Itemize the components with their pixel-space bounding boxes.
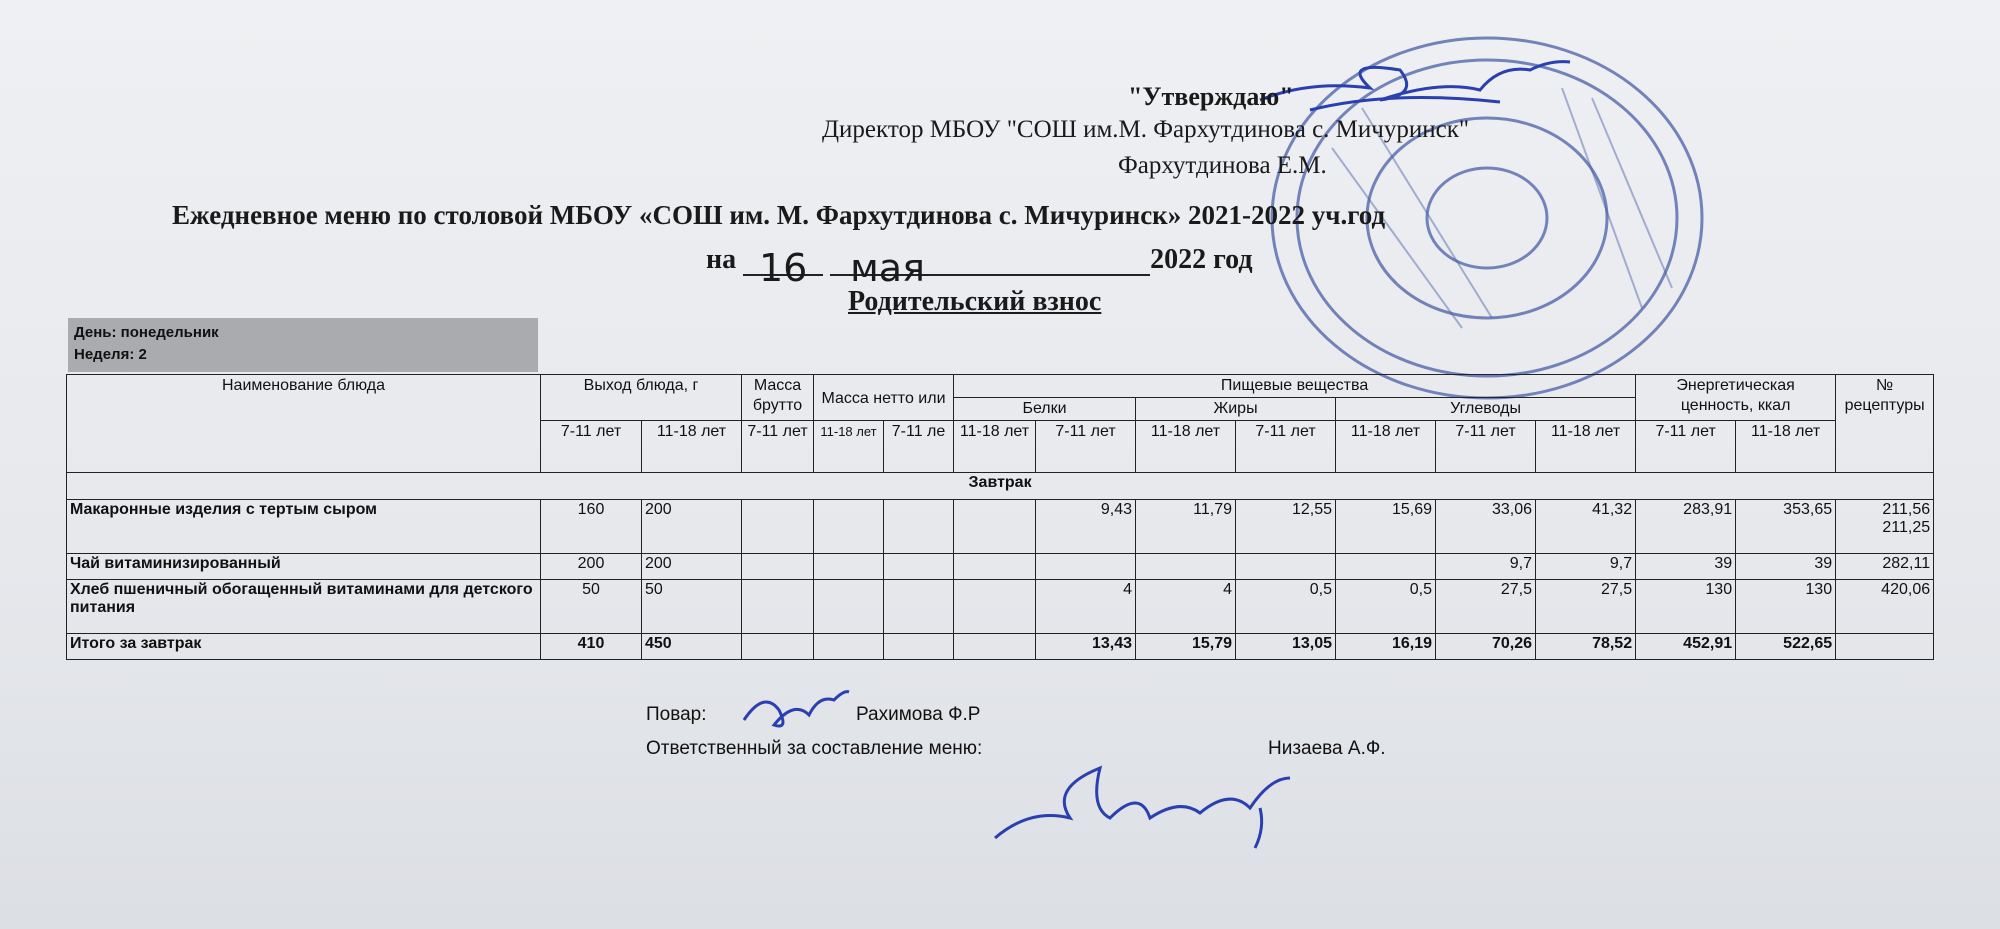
cell: [1036, 554, 1136, 580]
cell: 410: [541, 634, 642, 660]
cell: [884, 634, 954, 660]
header-gross-b: 11-18 лет: [814, 421, 884, 473]
cell: 15,79: [1136, 634, 1236, 660]
cell: 50: [541, 580, 642, 634]
cell: 11,79: [1136, 500, 1236, 554]
section-breakfast: Завтрак: [67, 473, 1934, 500]
cell: [1136, 554, 1236, 580]
cell: 16,19: [1336, 634, 1436, 660]
cell: 0,5: [1236, 580, 1336, 634]
cell: 522,65: [1736, 634, 1836, 660]
approval-title: "Утверждаю": [1128, 82, 1294, 111]
table-row: [67, 500, 1934, 554]
date-day: 16: [758, 246, 808, 290]
header-gross-a: 7-11 лет: [742, 421, 814, 473]
header-fats-b: 11-18 лет: [1336, 421, 1436, 473]
cook-signature: [734, 680, 854, 740]
date-day-field: [743, 244, 823, 290]
date-month: мая: [850, 246, 925, 290]
header-output-b: 11-18 лет: [642, 421, 742, 473]
cell: 0,5: [1336, 580, 1436, 634]
cell: 200: [642, 554, 742, 580]
cook-name: Рахимова Ф.Р: [856, 704, 981, 725]
header-output-a: 7-11 лет: [541, 421, 642, 473]
day-week-box: [68, 318, 538, 372]
cell: [954, 554, 1036, 580]
cell: 452,91: [1636, 634, 1736, 660]
cell: 9,7: [1436, 554, 1536, 580]
cell: 4: [1136, 580, 1236, 634]
header-gross: Масса брутто: [742, 375, 814, 421]
header-carbs-b: 11-18 лет: [1536, 421, 1636, 473]
cell: 160: [541, 500, 642, 554]
cell: [742, 634, 814, 660]
cell: [954, 634, 1036, 660]
table-row: [67, 554, 1934, 580]
header-proteins-b: 11-18 лет: [1136, 421, 1236, 473]
recipe-cell: [1836, 500, 1934, 554]
date-month-field: [830, 244, 1150, 290]
date-prefix: на: [706, 244, 737, 275]
header-row-1: [67, 375, 1934, 398]
recipe-number: 211,56: [1882, 501, 1931, 518]
cell: [1236, 554, 1336, 580]
cell: [1336, 554, 1436, 580]
cell: 200: [642, 500, 742, 554]
cell: [954, 580, 1036, 634]
recipe-number: 420,06: [1836, 580, 1934, 634]
cell: [884, 580, 954, 634]
table-row: [67, 580, 1934, 634]
cell: 70,26: [1436, 634, 1536, 660]
cell: 130: [1736, 580, 1836, 634]
cell: 27,5: [1436, 580, 1536, 634]
menu-table: [66, 374, 1934, 660]
cell: 450: [642, 634, 742, 660]
cell: 353,65: [1736, 500, 1836, 554]
cell: [884, 554, 954, 580]
week-label: Неделя: 2: [74, 346, 147, 363]
menu-title: Ежедневное меню по столовой МБОУ «СОШ им. М. Фархутдинова с. Мичуринск» 2021-2022 уч.год: [172, 200, 1386, 230]
cell: 12,55: [1236, 500, 1336, 554]
cell: [814, 634, 884, 660]
recipe-number: 282,11: [1836, 554, 1934, 580]
total-label: Итого за завтрак: [67, 634, 541, 660]
total-row: [67, 634, 1934, 660]
cell: 15,69: [1336, 500, 1436, 554]
header-net: Масса нетто или: [814, 375, 954, 421]
cook-label: Повар:: [646, 704, 707, 725]
cell: [742, 554, 814, 580]
cell: 9,7: [1536, 554, 1636, 580]
cell: 50: [642, 580, 742, 634]
header-proteins-a: 7-11 лет: [1036, 421, 1136, 473]
cell: 41,32: [1536, 500, 1636, 554]
header-energy: Энергетическая ценность, ккал: [1636, 375, 1836, 421]
cell: 130: [1636, 580, 1736, 634]
cell: [814, 500, 884, 554]
cell: 78,52: [1536, 634, 1636, 660]
dish-name: Хлеб пшеничный обогащенный витаминами для детского питания: [67, 580, 541, 634]
cell: 9,43: [1036, 500, 1136, 554]
cell: 39: [1736, 554, 1836, 580]
header-output: Выход блюда, г: [541, 375, 742, 421]
header-fats-a: 7-11 лет: [1236, 421, 1336, 473]
responsible-label: Ответственный за составление меню:: [646, 738, 983, 759]
fee-label: Родительский взнос: [848, 286, 1102, 317]
header-energy-b: 11-18 лет: [1736, 421, 1836, 473]
header-recipe: № рецептуры: [1836, 375, 1934, 473]
day-label: День: понедельник: [74, 324, 219, 341]
cell: 33,06: [1436, 500, 1536, 554]
recipe-number: 211,25: [1882, 519, 1931, 536]
cell: [814, 554, 884, 580]
header-fats: Жиры: [1136, 398, 1336, 421]
cell: 283,91: [1636, 500, 1736, 554]
header-carbs: Углеводы: [1336, 398, 1636, 421]
cell: 27,5: [1536, 580, 1636, 634]
cell: 4: [1036, 580, 1136, 634]
approval-name: Фархутдинова Е.М.: [1118, 152, 1327, 179]
responsible-signature: [990, 748, 1300, 858]
header-carbs-a: 7-11 лет: [1436, 421, 1536, 473]
responsible-name: Низаева А.Ф.: [1268, 738, 1386, 759]
cell: 200: [541, 554, 642, 580]
date-line: [706, 244, 1253, 290]
header-energy-a: 7-11 лет: [1636, 421, 1736, 473]
header-nutrients: Пищевые вещества: [954, 375, 1636, 398]
cell: [742, 500, 814, 554]
header-net-b: 11-18 лет: [954, 421, 1036, 473]
cell: [954, 500, 1036, 554]
cell: 39: [1636, 554, 1736, 580]
dish-name: Чай витаминизированный: [67, 554, 541, 580]
cell: 13,05: [1236, 634, 1336, 660]
header-name: Наименование блюда: [67, 375, 541, 473]
cell: 13,43: [1036, 634, 1136, 660]
header-proteins: Белки: [954, 398, 1136, 421]
header-net-a: 7-11 ле: [884, 421, 954, 473]
date-year: 2022 год: [1150, 244, 1253, 275]
cell: [814, 580, 884, 634]
cell: [1836, 634, 1934, 660]
dish-name: Макаронные изделия с тертым сыром: [67, 500, 541, 554]
section-row: [67, 473, 1934, 500]
cell: [884, 500, 954, 554]
approval-position: Директор МБОУ "СОШ им.М. Фархутдинова с. Мичуринск": [822, 116, 1470, 143]
cell: [742, 580, 814, 634]
